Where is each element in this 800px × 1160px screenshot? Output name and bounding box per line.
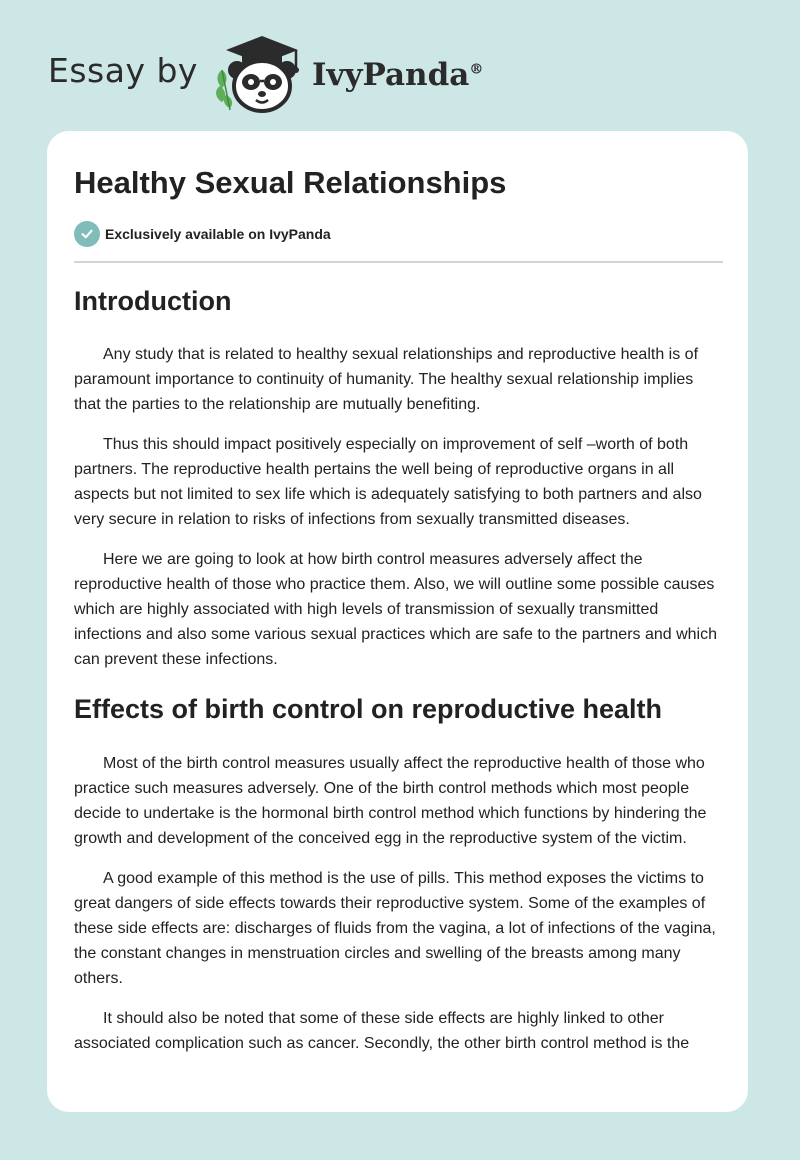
paragraph: Any study that is related to healthy sexual relationships and reproductive health is of paramount importance to continuity of humanity. The healthy sexual relationship implies that the parties to the relationship are mutually benefiting. xyxy=(74,346,699,413)
divider xyxy=(74,261,723,263)
essay-title: Healthy Sexual Relationships xyxy=(74,165,507,200)
check-circle-icon xyxy=(74,221,100,247)
paragraph: Thus this should impact positively especially on improvement of self –worth of both partners. The reproductive health pertains the well being of reproductive organs in all aspects but not limited to sex life which is adequately satisfying to both partners and also very secure in relation to risks of infections from sexually transmitted diseases. xyxy=(74,436,702,528)
paragraph: A good example of this method is the use of pills. This method exposes the victims to great dangers of side effects towards their reproductive system. Some of the examples of these side effects are: discharges of fluids from the vagina, a lot of infections of the vagina, the constant changes in menstruation circles and swelling of the breasts among many others. xyxy=(74,870,716,987)
essay-body xyxy=(74,284,724,1071)
paragraph: Here we are going to look at how birth control measures adversely affect the reproductive health of those who practice them. Also, we will outline some possible causes which are highly associated with high levels of transmission of sexually transmitted infections and also some various sexual practices which are safe to the partners and which can prevent these infections. xyxy=(74,551,718,668)
section-heading-introduction: Introduction xyxy=(74,286,232,316)
paragraph: Most of the birth control measures usually affect the reproductive health of those who practice such measures adversely. One of the birth control methods which most people decide to undertake is the hormonal birth control method which functions by hindering the growth and development of the conceived egg in the reproductive system of the victim. xyxy=(74,755,707,847)
brand-prefix: Essay by xyxy=(48,50,198,90)
essay-card xyxy=(47,131,748,1112)
paragraph: It should also be noted that some of these side effects are highly linked to other associated complication such as cancer. Secondly, the other birth control method is the xyxy=(74,1010,690,1052)
panda-logo-icon xyxy=(212,30,308,116)
registered-mark: ® xyxy=(469,61,484,78)
brand-name: IvyPanda® xyxy=(311,57,484,93)
brand-header xyxy=(48,30,483,116)
exclusive-label: Exclusively available on IvyPanda xyxy=(105,226,331,242)
section-heading-effects: Effects of birth control on reproductive health xyxy=(74,694,663,724)
exclusive-badge xyxy=(74,221,331,247)
